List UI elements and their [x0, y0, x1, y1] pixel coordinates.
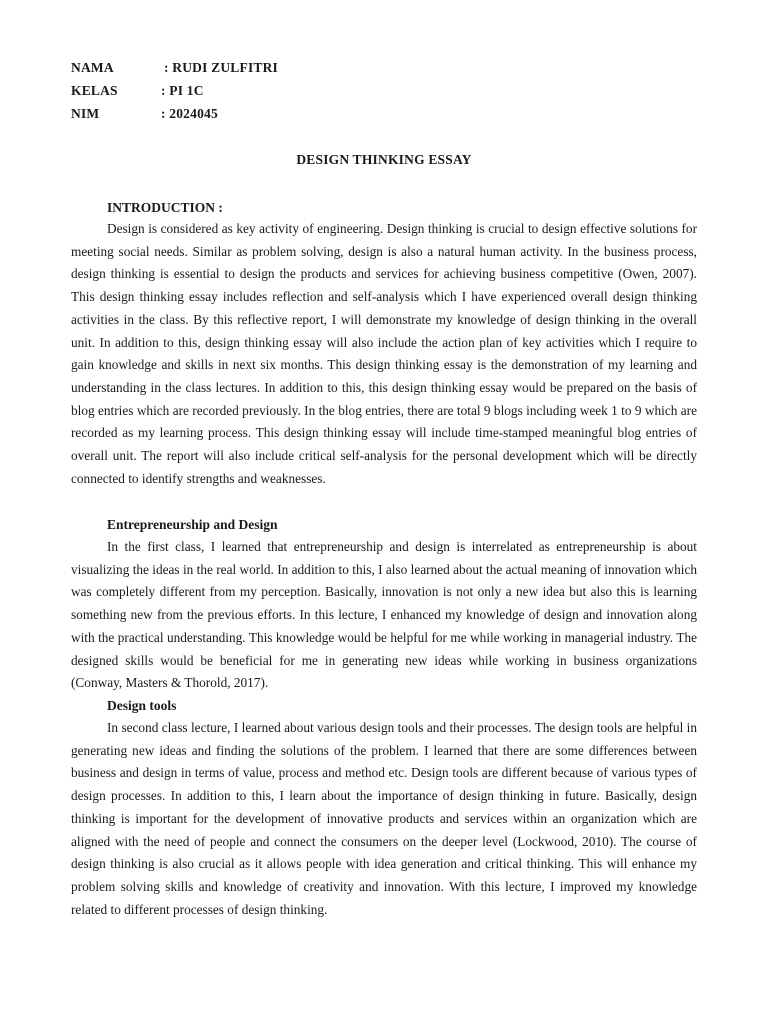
name-value: : RUDI ZULFITRI	[164, 60, 279, 75]
name-label: NAMA	[71, 60, 114, 75]
essay-title: DESIGN THINKING ESSAY	[296, 152, 472, 167]
class-value: : PI 1C	[161, 83, 204, 98]
student-id-label: NIM	[71, 106, 100, 121]
section-body-introduction: Design is considered as key activity of engineering. Design thinking is crucial to design effective solutions for meeting social needs. Similar as problem solving, design is also a natural human activity. In the business process, design thinking is essential to design the products and services for achieving business competitive (Owen, 2007). This design thinking essay includes reflection and self-analysis which I have experienced overall design thinking activities in the class. By this reflective report, I will demonstrate my knowledge of design thinking in the overall unit. In addition to this, design thinking essay will also include the action plan of key activities which I require to gain knowledge and skills in next six months. This design thinking essay is the demonstration of my learning and understanding in the class lectures. In addition to this, this design thinking essay would be prepared on the basis of blog entries which are recorded previously. In the blog entries, there are total 9 blogs including week 1 to 9 which are recorded as my learning process. This design thinking essay will include time-stamped meaningful blog entries of overall unit. The report will also include critical self-analysis for the personal development which will be directly connected to identify strengths and weaknesses.	[71, 221, 697, 486]
student-id-value: : 2024045	[161, 106, 218, 121]
section-heading-introduction: INTRODUCTION :	[107, 200, 223, 215]
section-body-entrepreneurship: In the first class, I learned that entrepreneurship and design is interrelated as entrepreneurship is about visualizing the ideas in the real world. In addition to this, I also learned about the actual meaning of innovation which was completely different from my perception. Basically, innovation is not only a new idea but also this is learning something new from the previous efforts. In this lecture, I enhanced my knowledge of design and innovation along with the practical understanding. This knowledge would be helpful for me while working in managerial industry. The designed skills would be beneficial for me in generating new ideas while working in business organizations (Conway, Masters & Thorold, 2017).	[71, 539, 697, 691]
section-body-design-tools: In second class lecture, I learned about various design tools and their processes. The design tools are helpful in generating new ideas and finding the solutions of the problem. I learned that there are some differences between business and design in terms of value, process and method etc. Design tools are different because of various types of design processes. In addition to this, I learn about the importance of design thinking in future. Basically, design thinking is important for the development of innovative products and services within an organization which are aligned with the need of people and connect the consumers on the deeper level (Lockwood, 2010). The course of design thinking is also crucial as it allows people with idea generation and critical thinking. This will enhance my problem solving skills and knowledge of creativity and innovation. With this lecture, I improved my knowledge related to different processes of design thinking.	[71, 720, 697, 917]
section-heading-entrepreneurship: Entrepreneurship and Design	[107, 517, 278, 532]
section-heading-design-tools: Design tools	[107, 698, 177, 713]
class-label: KELAS	[71, 83, 118, 98]
